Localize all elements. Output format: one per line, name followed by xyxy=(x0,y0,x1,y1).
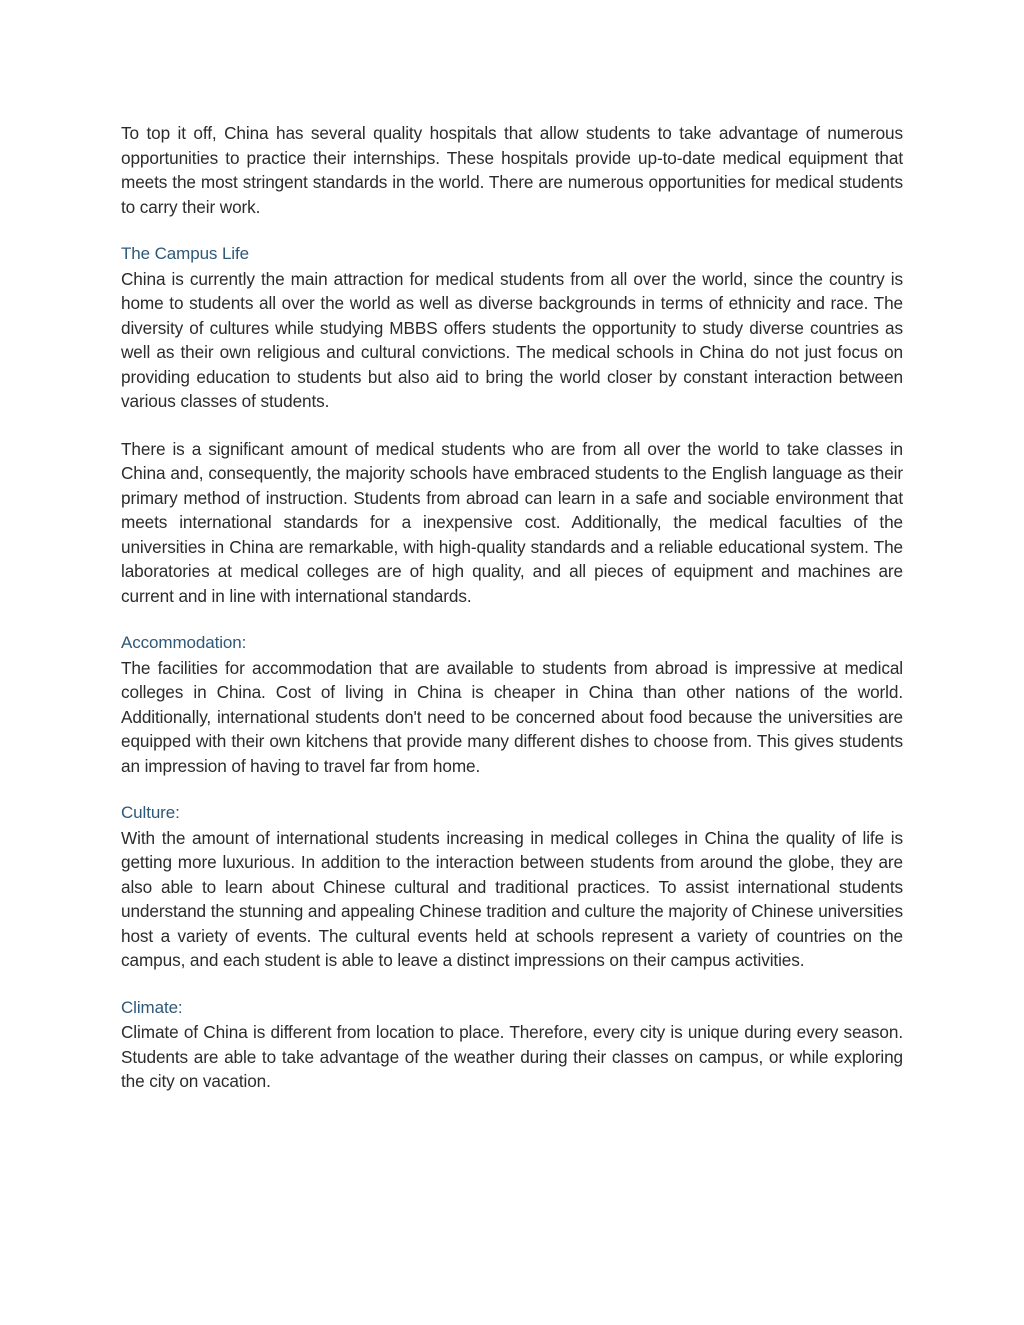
climate-paragraph: Climate of China is different from location to place. Therefore, every city is unique during every season. Students are able to take advantage of the weather during their classes on campus, or while exploring the city on vacation. xyxy=(121,1022,903,1091)
accommodation-paragraph: The facilities for accommodation that are available to students from abroad is impressive at medical colleges in China. Cost of living in China is cheaper in China than other nations of the world. Additionally, international students don't need to be concerned about food because the universities are equipped with their own kitchens that provide many different dishes to choose from. This gives students an impression of having to travel far from home. xyxy=(121,657,903,776)
campus-life-paragraph-1: China is currently the main attraction for medical students from all over the world, since the country is home to students all over the world as well as diverse backgrounds in terms of ethnicity and race. The diversity of cultures while studying MBBS offers students the opportunity to study diverse countries as well as their own religious and cultural convictions. The medical schools in China do not just focus on providing education to students but also aid to bring the world closer by constant interaction between various classes of students. xyxy=(121,268,903,411)
culture-paragraph: With the amount of international students increasing in medical colleges in China the quality of life is getting more luxurious. In addition to the interaction between students from around the globe, they are also able to learn about Chinese cultural and traditional practices. To assist international students understand the stunning and appealing Chinese tradition and culture the majority of Chinese universities host a variety of events. The cultural events held at schools represent a variety of countries on the campus, and each student is able to leave a distinct impressions on their campus activities. xyxy=(121,827,903,970)
heading-campus-life: The Campus Life xyxy=(121,244,249,263)
heading-climate: Climate: xyxy=(121,997,183,1017)
intro-paragraph: To top it off, China has several quality hospitals that allow students to take advantage of numerous opportunities to practice their internships. These hospitals provide up-to-date medical equipment that meets the most stringent standards in the world. There are numerous opportunities for medical students to carry their work. xyxy=(121,123,903,217)
heading-culture: Culture: xyxy=(121,803,180,822)
heading-accommodation: Accommodation: xyxy=(121,633,247,652)
campus-life-paragraph-2: There is a significant amount of medical students who are from all over the world to take classes in China and, consequently, the majority schools have embraced students to the English language as their primary method of instruction. Students from abroad can learn in a safe and sociable environment that meets international standards for a inexpensive cost. Additionally, the medical faculties of the universities in China are remarkable, with high-quality standards and a reliable educational system. The laboratories at medical colleges are of high quality, and all pieces of equipment and machines are current and in line with international standards. xyxy=(121,438,903,606)
document-page xyxy=(121,121,903,1094)
